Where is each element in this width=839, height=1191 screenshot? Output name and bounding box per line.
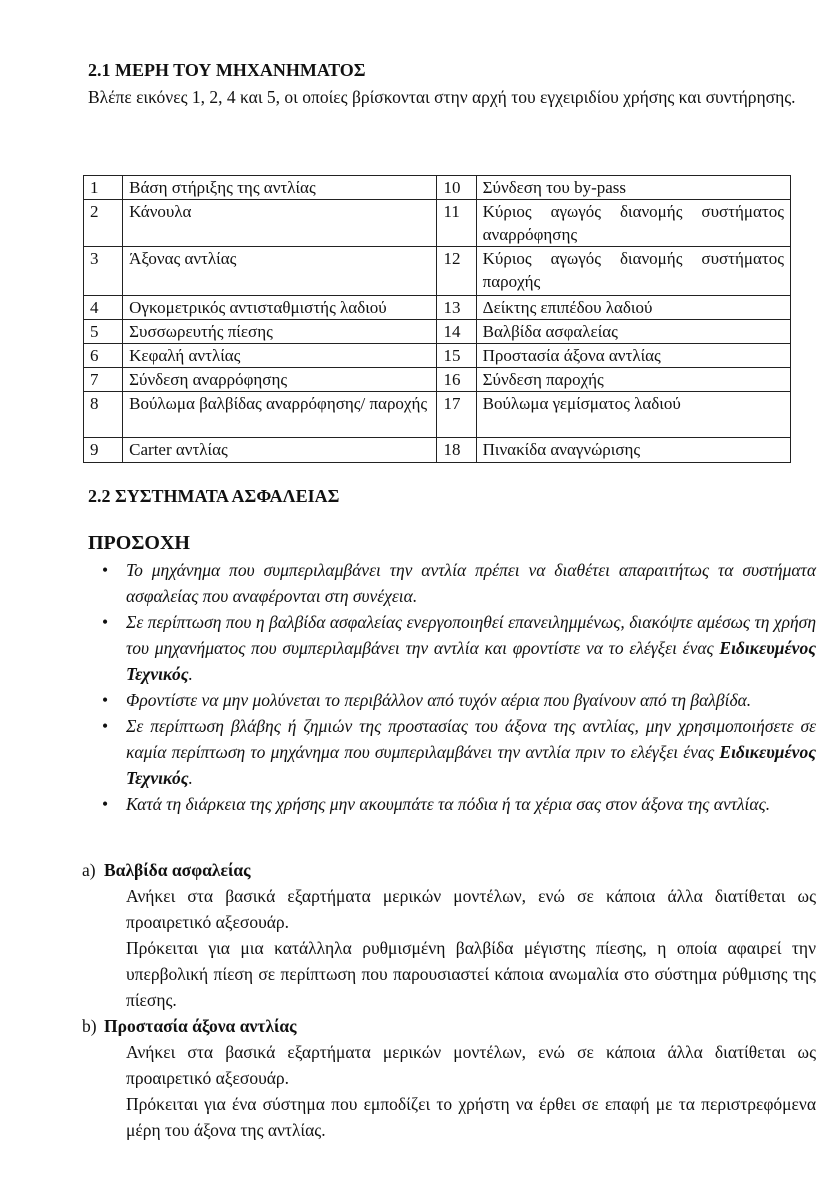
part-number: 7 (84, 368, 123, 392)
table-row (84, 296, 791, 320)
table-row (84, 344, 791, 368)
part-name: Συσσωρευτής πίεσης (123, 320, 437, 344)
caution-text: Σε περίπτωση βλάβης ή ζημιών της προστασίας του άξονα της αντλίας, μην χρησιμοποιήσετε σε καμία περίπτωση το μηχάνημα που συμπεριλαμβάνει την αντλία πριν το ελέγξει ένας (126, 716, 816, 762)
emphasis-text: Ειδικευμένος Τεχνικός (126, 638, 816, 684)
item-label: a) (82, 860, 96, 880)
caution-text: Φροντίστε να μην μολύνεται το περιβάλλον από τυχόν αέρια που βγαίνουν από τη βαλβίδα. (126, 690, 752, 710)
part-name: Σύνδεση παροχής (476, 368, 790, 392)
item-title: Βαλβίδα ασφαλείας (104, 860, 251, 880)
safety-items (82, 857, 816, 1143)
part-number: 10 (437, 176, 476, 200)
part-name: Κύριος αγωγός διανομής συστήματος αναρρόφησης (476, 200, 790, 247)
part-number: 11 (437, 200, 476, 247)
item-paragraph: Πρόκειται για ένα σύστημα που εμποδίζει το χρήστη να έρθει σε επαφή με τα περιστρεφόμενα μέρη του άξονα της αντλίας. (126, 1094, 816, 1140)
safety-item (82, 1013, 816, 1143)
part-number: 12 (437, 247, 476, 296)
bullet-icon: • (102, 794, 109, 814)
part-number: 6 (84, 344, 123, 368)
part-name: Βαλβίδα ασφαλείας (476, 320, 790, 344)
part-name: Πινακίδα αναγνώρισης (476, 438, 790, 463)
caution-text: Κατά τη διάρκεια της χρήσης μην ακουμπάτε τα πόδια ή τα χέρια σας στον άξονα της αντλίας. (126, 794, 771, 814)
part-number: 14 (437, 320, 476, 344)
part-name: Βούλωμα βαλβίδας αναρρόφησης/ παροχής (123, 392, 437, 438)
part-name: Κεφαλή αντλίας (123, 344, 437, 368)
part-number: 18 (437, 438, 476, 463)
caution-heading: ΠΡΟΣΟΧΗ (88, 532, 190, 554)
table-row (84, 247, 791, 296)
table-row (84, 176, 791, 200)
caution-item (98, 791, 816, 817)
item-paragraph: Πρόκειται για μια κατάλληλα ρυθμισμένη βαλβίδα μέγιστης πίεσης, η οποία αφαιρεί την υπερβολική πίεση σε περίπτωση που παρουσιαστεί κάποια ανωμαλία στο σύστημα ρύθμισης της πίεσης. (126, 938, 816, 1010)
caution-text-end: . (188, 664, 193, 684)
safety-item (82, 857, 816, 1013)
part-number: 8 (84, 392, 123, 438)
item-paragraph: Ανήκει στα βασικά εξαρτήματα μερικών μοντέλων, ενώ σε κάποια άλλα διατίθεται ως προαιρετικό αξεσουάρ. (126, 1042, 816, 1088)
caution-list (98, 557, 816, 817)
part-number: 16 (437, 368, 476, 392)
emphasis-text: Ειδικευμένος Τεχνικός (126, 742, 816, 788)
part-number: 9 (84, 438, 123, 463)
part-number: 2 (84, 200, 123, 247)
bullet-icon: • (102, 716, 109, 736)
caution-item (98, 687, 816, 713)
part-name: Βούλωμα γεμίσματος λαδιού (476, 392, 790, 438)
part-name: Carter αντλίας (123, 438, 437, 463)
part-number: 15 (437, 344, 476, 368)
bullet-icon: • (102, 560, 109, 580)
section-title-parts: 2.1 ΜΕΡΗ ΤΟΥ ΜΗΧΑΝΗΜΑΤΟΣ (88, 60, 366, 80)
part-number: 1 (84, 176, 123, 200)
table-row (84, 200, 791, 247)
table-row (84, 320, 791, 344)
caution-text-end: . (188, 768, 193, 788)
part-name: Άξονας αντλίας (123, 247, 437, 296)
item-label: b) (82, 1016, 97, 1036)
part-name: Ογκομετρικός αντισταθμιστής λαδιού (123, 296, 437, 320)
part-number: 17 (437, 392, 476, 438)
part-name: Κύριος αγωγός διανομής συστήματος παροχής (476, 247, 790, 296)
item-paragraph: Ανήκει στα βασικά εξαρτήματα μερικών μοντέλων, ενώ σε κάποια άλλα διατίθεται ως προαιρετικό αξεσουάρ. (126, 886, 816, 932)
part-number: 13 (437, 296, 476, 320)
caution-item (98, 713, 816, 791)
caution-text: Σε περίπτωση που η βαλβίδα ασφαλείας ενεργοποιηθεί επανειλημμένως, διακόψτε αμέσως τη χρήση του μηχανήματος που συμπεριλαμβάνει την αντλία και φροντίστε να το ελέγξει ένας (126, 612, 816, 658)
table-row (84, 392, 791, 438)
item-title: Προστασία άξονα αντλίας (104, 1016, 297, 1036)
part-number: 4 (84, 296, 123, 320)
parts-table (83, 175, 791, 463)
caution-item (98, 557, 816, 609)
part-name: Σύνδεση αναρρόφησης (123, 368, 437, 392)
intro-paragraph: Βλέπε εικόνες 1, 2, 4 και 5, οι οποίες βρίσκονται στην αρχή του εγχειριδίου χρήσης και συντήρησης. (88, 87, 796, 107)
bullet-icon: • (102, 690, 109, 710)
part-number: 5 (84, 320, 123, 344)
bullet-icon: • (102, 612, 109, 632)
caution-text: Το μηχάνημα που συμπεριλαμβάνει την αντλία πρέπει να διαθέτει απαραιτήτως τα συστήματα ασφαλείας που αναφέρονται στη συνέχεια. (126, 560, 816, 606)
section-title-safety: 2.2 ΣΥΣΤΗΜΑΤΑ ΑΣΦΑΛΕΙΑΣ (88, 486, 340, 506)
part-name: Κάνουλα (123, 200, 437, 247)
table-row (84, 438, 791, 463)
table-row (84, 368, 791, 392)
caution-item (98, 609, 816, 687)
part-name: Βάση στήριξης της αντλίας (123, 176, 437, 200)
part-number: 3 (84, 247, 123, 296)
part-name: Σύνδεση του by-pass (476, 176, 790, 200)
part-name: Προστασία άξονα αντλίας (476, 344, 790, 368)
part-name: Δείκτης επιπέδου λαδιού (476, 296, 790, 320)
